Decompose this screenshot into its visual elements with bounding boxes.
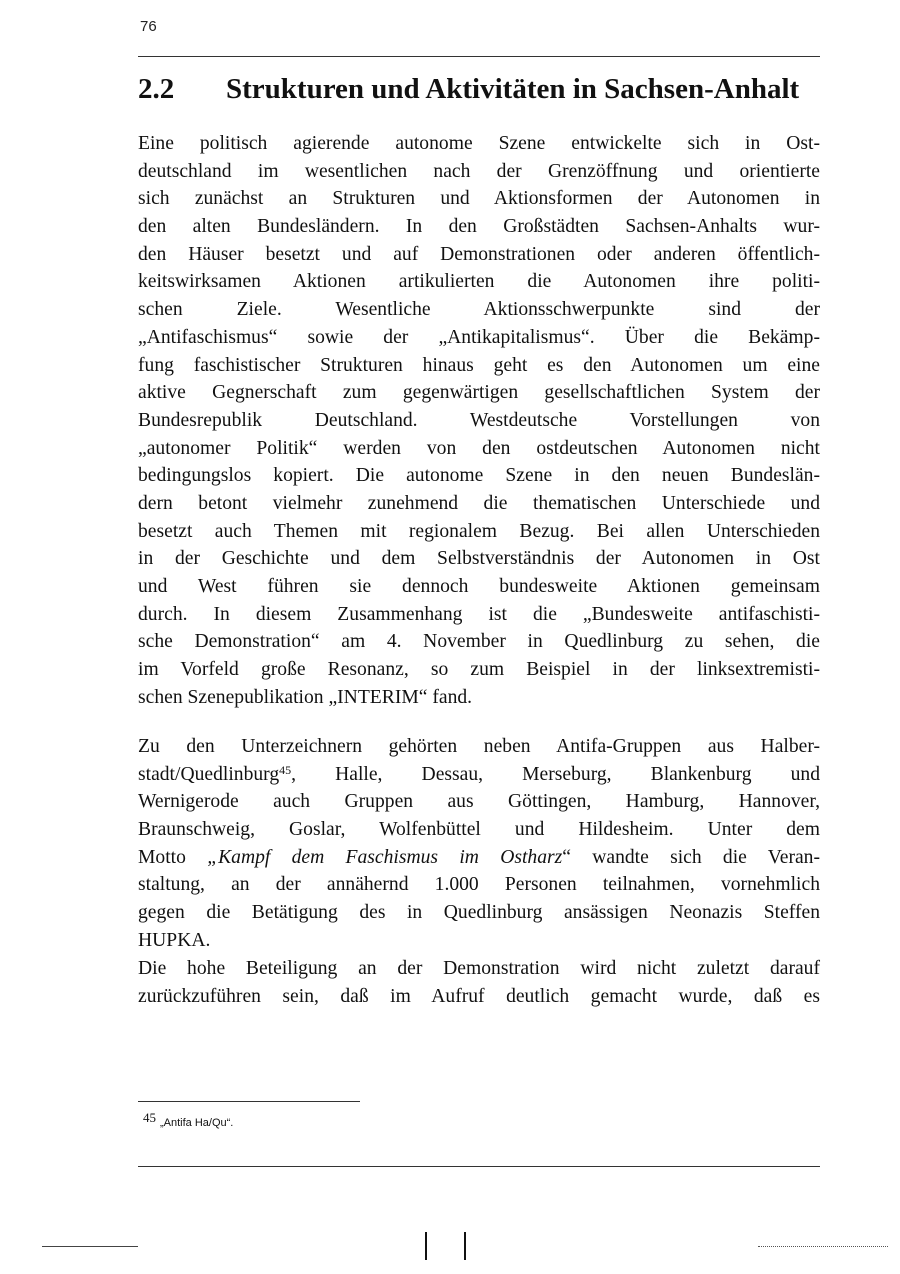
scan-artifact-line-left — [42, 1246, 138, 1247]
text-line: Braunschweig, Goslar, Wolfenbüttel und Hildesheim. Unter dem — [138, 819, 820, 841]
motto-quote: „Kampf dem Faschismus im Ostharz — [207, 846, 563, 868]
text-line: schen Szenepublikation „INTERIM“ fand. — [138, 686, 473, 708]
scan-artifact-bar — [464, 1232, 466, 1260]
paragraph-2 — [138, 733, 820, 955]
text-line — [138, 844, 820, 872]
footnote — [143, 1110, 233, 1131]
text-line: Zu den Unterzeichnern gehörten neben Antifa-Gruppen aus Halber- — [138, 736, 820, 757]
text-line: aktive Gegnerschaft zum gegenwärtigen gesellschaftlichen System der — [138, 382, 820, 404]
section-heading — [138, 72, 828, 106]
section-number: 2.2 — [138, 73, 175, 105]
text-line: fung faschistischer Strukturen hinaus geht es den Autonomen um eine — [138, 354, 820, 376]
text-line: „autonomer Politik“ werden von den ostdeutschen Autonomen nicht — [138, 437, 820, 459]
scan-artifact-line-right — [758, 1246, 888, 1247]
text-line: im Vorfeld große Resonanz, so zum Beispiel in der linksextremisti- — [138, 659, 820, 681]
text-line: keitswirksamen Aktionen artikulierten die Autonomen ihre politi- — [138, 271, 820, 293]
text-line: den alten Bundesländern. In den Großstädten Sachsen-Anhalts wur- — [138, 216, 820, 238]
footnote-number: 45 — [143, 1110, 156, 1125]
text-line: zurückzuführen sein, daß im Aufruf deutlich gemacht wurde, daß es — [138, 985, 820, 1007]
text-segment: “ wandte sich die Veran- — [562, 846, 820, 868]
scan-artifact-bar — [425, 1232, 427, 1260]
text-line: Die hohe Beteiligung an der Demonstration wird nicht zuletzt darauf — [138, 958, 820, 979]
text-segment: , Halle, Dessau, Merseburg, Blankenburg und — [291, 763, 820, 785]
section-title: Strukturen und Aktivitäten in Sachsen-Anhalt — [226, 73, 800, 105]
text-line: HUPKA. — [138, 929, 211, 951]
text-line: staltung, an der annähernd 1.000 Personen teilnahmen, vornehmlich — [138, 874, 820, 896]
text-line: sche Demonstration“ am 4. November in Quedlinburg zu sehen, die — [138, 631, 820, 653]
text-line: Wernigerode auch Gruppen aus Göttingen, Hamburg, Hannover, — [138, 791, 820, 813]
text-line: sich zunächst an Strukturen und Aktionsformen der Autonomen in — [138, 188, 820, 210]
text-line: schen Ziele. Wesentliche Aktionsschwerpunkte sind der — [138, 299, 820, 321]
text-line: besetzt auch Themen mit regionalem Bezug. Bei allen Unterschieden — [138, 520, 820, 542]
header-rule — [138, 56, 820, 57]
text-segment: Motto — [138, 846, 208, 868]
text-line: und West führen sie dennoch bundesweite Aktionen gemeinsam — [138, 576, 820, 597]
text-line: in der Geschichte und dem Selbstverständnis der Autonomen in Ost — [138, 548, 820, 570]
footnote-text: „Antifa Ha/Qu“. — [160, 1117, 234, 1129]
text-line: Eine politisch agierende autonome Szene entwickelte sich in Ost- — [138, 133, 820, 154]
footnote-separator — [138, 1101, 360, 1102]
text-line: den Häuser besetzt und auf Demonstrationen oder anderen öffentlich- — [138, 243, 820, 265]
text-line: gegen die Betätigung des in Quedlinburg ansässigen Neonazis Steffen — [138, 902, 820, 924]
footnote-reference[interactable]: 45 — [279, 762, 292, 777]
text-line: deutschland im wesentlichen nach der Grenzöffnung und orientierte — [138, 160, 820, 182]
text-line: durch. In diesem Zusammenhang ist die „Bundesweite antifaschisti- — [138, 603, 820, 625]
text-line: bedingungslos kopiert. Die autonome Szene in den neuen Bundeslän- — [138, 465, 820, 487]
page-number: 76 — [140, 18, 157, 35]
text-line — [138, 761, 820, 789]
text-line: dern betont vielmehr zunehmend die thematischen Unterschiede und — [138, 492, 820, 514]
text-line: „Antifaschismus“ sowie der „Antikapitalismus“. Über die Bekämp- — [138, 326, 820, 348]
footer-rule — [138, 1166, 820, 1167]
paragraph-3 — [138, 955, 820, 1010]
paragraph-1 — [138, 130, 820, 711]
text-line: Bundesrepublik Deutschland. Westdeutsche Vorstellungen von — [138, 409, 820, 431]
text-segment: stadt/Quedlinburg — [138, 763, 280, 785]
